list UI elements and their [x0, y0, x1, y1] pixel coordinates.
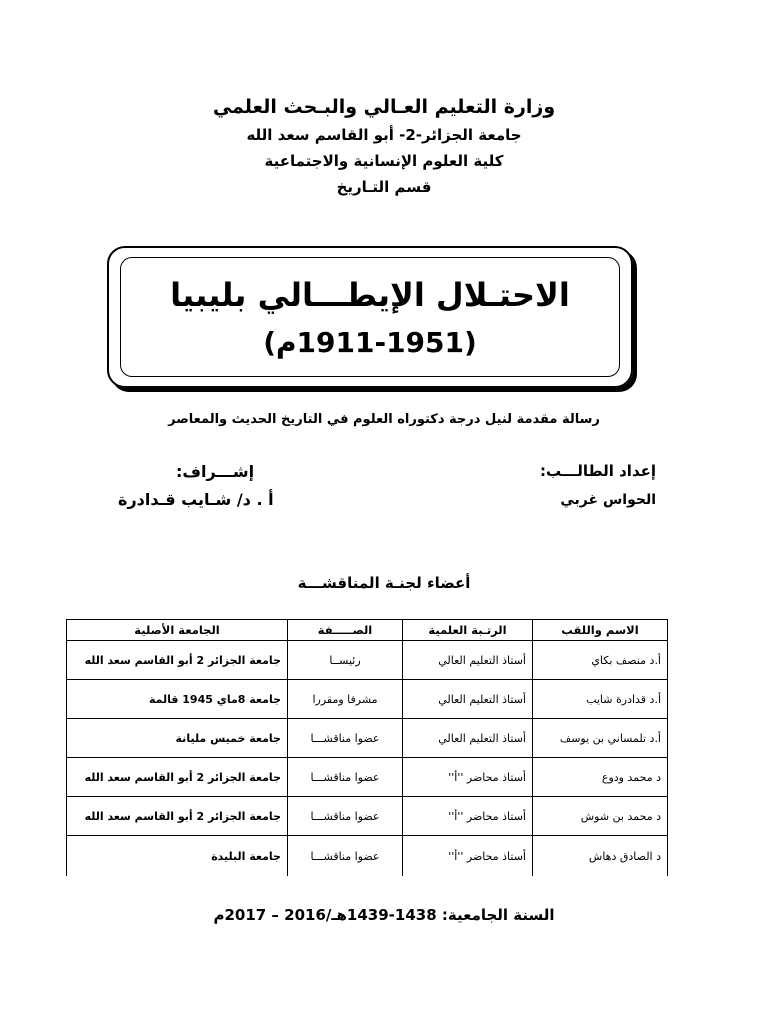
supervisor-label: إشـــراف: [176, 462, 255, 481]
thesis-period: (1911-1951م) [263, 326, 477, 359]
member-role: عضوا مناقشـــا [288, 758, 403, 797]
table-row [67, 758, 668, 797]
university-name: جامعة الجزائر-2- أبو القاسم سعد الله [246, 126, 522, 144]
department-name: قسم التـاريخ [336, 178, 432, 196]
member-name: د محمد بن شوش [533, 797, 668, 836]
supervisor-name: أ . د/ شـايب قـدادرة [118, 490, 274, 509]
member-rank: أستاذ محاضر ''أ'' [403, 797, 533, 836]
member-name: أ.د قدادرة شايب [533, 680, 668, 719]
table-row [67, 836, 668, 877]
member-role: عضوا مناقشـــا [288, 836, 403, 877]
table-row [67, 680, 668, 719]
table-row [67, 641, 668, 680]
member-role: مشرفا ومقررا [288, 680, 403, 719]
member-role: رئيســا [288, 641, 403, 680]
student-name: الحواس غربي [560, 492, 656, 508]
member-rank: أستاذ التعليم العالي [403, 641, 533, 680]
member-university: جامعة البليدة [67, 836, 288, 877]
member-name: د الصادق دهاش [533, 836, 668, 877]
column-header-role: الصـــــفة [288, 620, 403, 641]
thesis-description: رسالة مقدمة لنيل درجة دكتوراه العلوم في التاريخ الحديث والمعاصر [168, 412, 600, 427]
column-header-university: الجامعة الأصلية [67, 620, 288, 641]
member-role: عضوا مناقشـــا [288, 719, 403, 758]
committee-table [66, 619, 668, 876]
member-rank: أستاذ محاضر ''أ'' [403, 758, 533, 797]
member-name: د محمد ودوع [533, 758, 668, 797]
table-header-row [67, 620, 668, 641]
column-header-name: الاسم واللقب [533, 620, 668, 641]
table-row [67, 797, 668, 836]
member-university: جامعة الجزائر 2 أبو القاسم سعد الله [67, 758, 288, 797]
faculty-name: كلية العلوم الإنسانية والاجتماعية [264, 152, 504, 170]
member-rank: أستاذ التعليم العالي [403, 719, 533, 758]
member-university: جامعة الجزائر 2 أبو القاسم سعد الله [67, 641, 288, 680]
member-rank: أستاذ محاضر ''أ'' [403, 836, 533, 877]
member-university: جامعة الجزائر 2 أبو القاسم سعد الله [67, 797, 288, 836]
title-frame [107, 246, 633, 388]
member-name: أ.د تلمساني بن يوسف [533, 719, 668, 758]
column-header-rank: الرتـبة العلمية [403, 620, 533, 641]
committee-heading: أعضاء لجنـة المناقشـــة [297, 574, 471, 592]
member-rank: أستاذ التعليم العالي [403, 680, 533, 719]
student-label: إعداد الطالـــب: [539, 462, 656, 480]
thesis-title: الاحتـلال الإيطـــالي بليبيا [170, 276, 570, 314]
title-inner-frame [120, 257, 620, 377]
member-name: أ.د منصف بكاي [533, 641, 668, 680]
member-role: عضوا مناقشـــا [288, 797, 403, 836]
member-university: جامعة خميس مليانة [67, 719, 288, 758]
table-row [67, 719, 668, 758]
ministry-name: وزارة التعليم العـالي والبـحث العلمي [212, 96, 556, 118]
member-university: جامعة 8ماي 1945 قالمة [67, 680, 288, 719]
academic-year: السنة الجامعية: 1438-1439هـ/2016 – 2017م [213, 906, 555, 924]
